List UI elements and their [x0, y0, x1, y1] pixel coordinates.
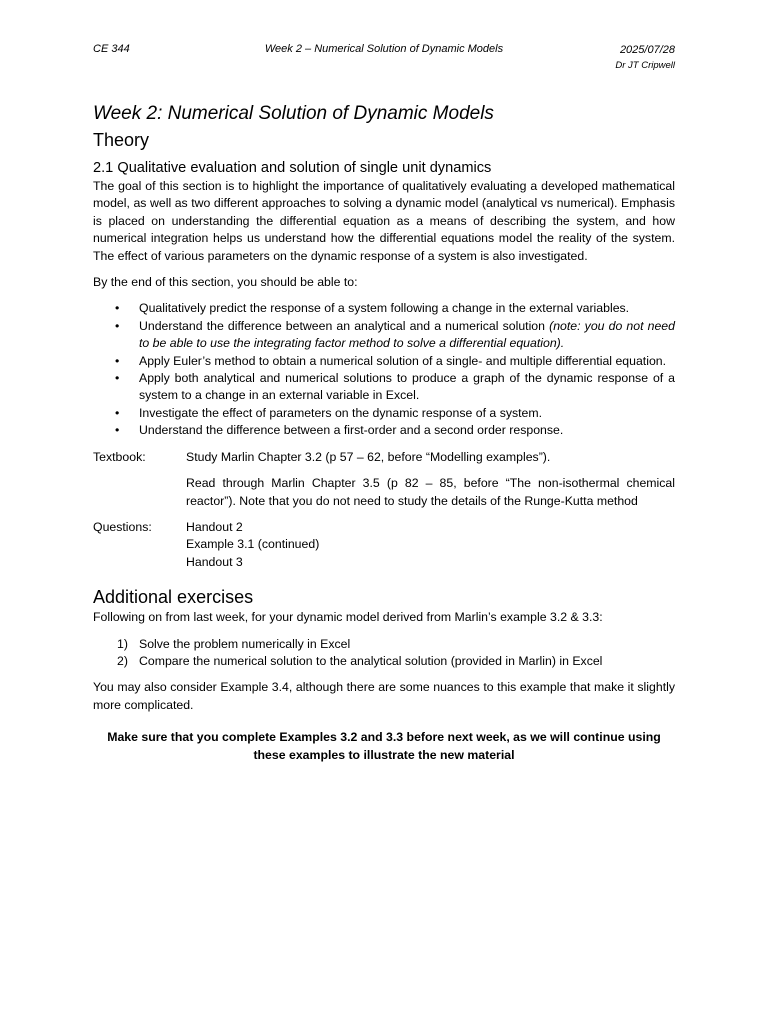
list-item — [93, 405, 675, 422]
list-item-text: Apply Euler’s method to obtain a numerical solution of a single- and multiple differential equation. — [139, 353, 667, 368]
list-item — [93, 300, 675, 317]
list-item-text: Qualitatively predict the response of a system following a change in the external variables. — [139, 301, 630, 316]
list-item-text: Apply both analytical and numerical solutions to produce a graph of the dynamic response of a system to a change in an external variable in Excel. — [139, 371, 675, 403]
header-course-code: CE 344 — [93, 43, 130, 55]
important-note: Make sure that you complete Examples 3.2 and 3.3 before next week, as we will continue using these examples to illustrate the new material — [107, 730, 661, 762]
list-item — [93, 653, 675, 670]
list-item — [93, 318, 675, 353]
list-item — [93, 636, 675, 653]
textbook-reading-1: Study Marlin Chapter 3.2 (p 57 – 62, before “Modelling examples”). — [186, 449, 551, 464]
bullet-icon: • — [115, 371, 120, 386]
document-body — [93, 102, 675, 764]
bullet-icon: • — [115, 423, 120, 438]
list-number: 2) — [117, 653, 128, 668]
questions-row — [93, 519, 675, 571]
list-item-text: Understand the difference between a first-order and a second order response. — [139, 423, 564, 438]
header-date: 2025/07/28 — [619, 44, 675, 56]
header-title: Week 2 – Numerical Solution of Dynamic Models — [264, 43, 504, 55]
list-item-text: Investigate the effect of parameters on the dynamic response of a system. — [139, 405, 543, 420]
textbook-row — [93, 449, 675, 466]
header-right — [615, 43, 675, 73]
subsection-heading: 2.1 Qualitative evaluation and solution of single unit dynamics — [93, 160, 492, 176]
list-item — [93, 370, 675, 405]
textbook-row-2 — [93, 475, 675, 510]
list-number: 1) — [117, 636, 128, 651]
list-item-note: (note: you do not need to be able to use the integrating factor method to solve a differential equation). — [139, 318, 675, 351]
row-spacer — [93, 475, 186, 510]
bullet-icon: • — [115, 301, 120, 316]
bullet-icon: • — [115, 318, 120, 333]
question-item: Handout 3 — [186, 554, 243, 569]
document-title: Week 2: Numerical Solution of Dynamic Models — [93, 103, 494, 124]
intro-paragraph: The goal of this section is to highlight the importance of qualitatively evaluating a developed mathematical model, as well as two different approaches to solving a dynamic model (analytical vs numerical). Emphasis is placed on understanding the differential equation as a means of describing the system, and how numerical integration helps us understand how the differential equations model the reality of the system. The effect of various parameters on the dynamic response of a system is also investigated. — [93, 179, 675, 263]
questions-list — [186, 519, 675, 571]
list-item — [93, 353, 675, 370]
consider-paragraph: You may also consider Example 3.4, although there are some nuances to this example that make it slightly more complicated. — [93, 680, 675, 712]
page-header — [93, 43, 675, 73]
textbook-reading-2: Read through Marlin Chapter 3.5 (p 82 – 85, before “The non-isothermal chemical reactor”). Note that you do not need to study the details of the Runge-Kutta method — [186, 476, 675, 508]
question-item: Example 3.1 (continued) — [186, 537, 320, 552]
list-item-text: Solve the problem numerically in Excel — [139, 636, 351, 651]
bullet-icon: • — [115, 353, 120, 368]
bullet-icon: • — [115, 405, 120, 420]
list-item — [93, 422, 675, 439]
exercises-list — [93, 636, 675, 671]
outcomes-lead: By the end of this section, you should be able to: — [93, 275, 358, 290]
section-heading-exercises: Additional exercises — [93, 587, 254, 608]
header-author: Dr JT Cripwell — [615, 60, 675, 71]
question-item: Handout 2 — [186, 519, 243, 534]
textbook-label: Textbook: — [93, 449, 146, 464]
outcomes-list — [93, 300, 675, 439]
questions-label: Questions: — [93, 519, 152, 534]
exercises-lead: Following on from last week, for your dynamic model derived from Marlin’s example 3.2 & 3.3: — [93, 610, 603, 625]
section-heading-theory: Theory — [93, 130, 150, 150]
list-item-text: Understand the difference between an analytical and a numerical solution — [139, 318, 550, 333]
list-item-text: Compare the numerical solution to the analytical solution (provided in Marlin) in Excel — [139, 653, 603, 668]
